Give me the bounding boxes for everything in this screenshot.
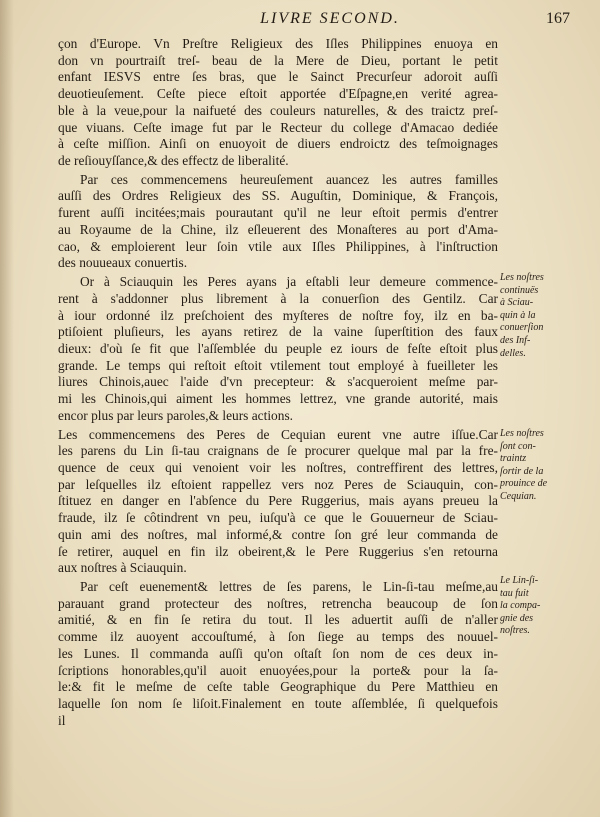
text-line: ſcriptions honorables,qu'il auoit enuoyées,pour la porte& pour la ſa- (58, 662, 498, 678)
margin-note-line: Les noſtres (500, 272, 544, 283)
text-line: au Royaume de la Chine, ilz eſleuerent des Monaſteres au port d'Ama- (58, 221, 498, 237)
text-line: Les commencemens des Peres de Cequian eurent vne autre iſſue.Car (58, 426, 498, 442)
text-line: furent auſſi incitées;mais pourautant qu'il ne leur eſtoit permis d'entrer (58, 205, 498, 221)
margin-note-line: quin à la (500, 309, 536, 321)
text-line: de reſiouyſſance,& des effectz de liberalité. (58, 153, 289, 169)
text-line: aux noſtres à Sciauquin. (58, 560, 187, 576)
text-line: quence de ceux qui venoient voir les noſtres, contreffirent des lettres, (58, 459, 498, 475)
text-line: fraude, ilz ſe côtindrent vn peu, iuſqu'à ce que le Gouuerneur de Sciau- (58, 510, 498, 526)
text-line: parauant grand protecteur des noſtres, retrencha beaucoup de ſon (58, 595, 498, 611)
text-line: ble à la veue,pour la naifueté des couleurs naturelles, & des traictz preſ- (58, 102, 498, 118)
margin-note-line: Les noſtres (500, 428, 544, 439)
text-line: quin ami des noſtres, mal informé,& contre ſon gré leur commanda de (58, 526, 498, 542)
text-line: enfant IESVS entre ſes bras, que le Sainct Precurſeur adoroit auſſi (58, 69, 498, 85)
text-line: liures Chinois,auec l'aide d'vn precepteur: & s'acqueroient meſme par- (58, 374, 498, 390)
margin-note-line: tau fuit (500, 587, 529, 599)
margin-note-line: delles. (500, 347, 526, 359)
margin-note (500, 272, 564, 360)
text-line: auſſi des Ordres Religieux des SS. Auguſtin, Dominique, & François, (58, 188, 498, 204)
page-gutter-shadow (0, 0, 14, 817)
text-line: les Lunes. Il commanda auſſi qu'on oſtaſt ſon nom de ces deux in- (58, 645, 498, 661)
text-line: çon d'Europe. Vn Preſtre Religieux des Iſles Philippines enuoya en (58, 36, 498, 51)
text-line: rent à s'addonner plus librement à la conuerſion des Gentilz. Car (58, 290, 498, 306)
text-line: ptiſoient pluſieurs, les ayans retirez de la vaine ſuperſtition des faux (58, 324, 498, 340)
text-line: des nouueaux conuertis. (58, 255, 188, 271)
margin-note-line: conuerſion (500, 322, 544, 334)
margin-note (500, 575, 564, 638)
page-number: 167 (546, 10, 570, 27)
text-line: ſtituez en danger en l'abſence du Pere Ruggerius, mais ayans preueu la (58, 493, 498, 509)
margin-note-line: des Inf- (500, 334, 531, 346)
margin-note-line: gnie des (500, 612, 534, 624)
text-line: amitié, & en fin ſe retira du tout. Il les aduertit auſſi de n'aller (58, 612, 498, 628)
text-line: cao, & emploierent leur ſoin vtile aux Iſles Philippines, à l'inſtruction (58, 238, 498, 254)
text-line: Par ces commencemens heureuſement auancez les autres familles (80, 171, 498, 187)
margin-note-line: prouince de (500, 478, 548, 490)
margin-note-line: ſortir de la (500, 465, 544, 477)
text-line: grande. Le temps qui reſtoit eſtoit vtilement tout employé à fueilleter les (58, 357, 498, 373)
text-line: ſe retirer, auquel en fin ilz obeirent,& le Pere Ruggerius s'en retourna (58, 543, 498, 559)
margin-note-line: noſtres. (500, 625, 530, 637)
margin-note-line: traintz (500, 453, 527, 465)
margin-note-line: à Sciau- (500, 297, 534, 309)
margin-note-line: ſont con- (500, 440, 536, 452)
text-line: laquelle ſon nom ſe liſoit.Finalement en toute aſſemblée, ſi quelquefois (58, 696, 498, 712)
text-line: dieux: d'où ſe fit que l'aſſemblée du peuple ez iours de feſte eſtoit plus (58, 340, 498, 356)
text-line: les parens du Lin ſi-tau craignans de ſe procurer quelque mal par la fre- (58, 443, 498, 459)
text-line: Or à Sciauquin les Peres ayans ja eſtabli leur demeure commence- (80, 274, 498, 290)
margin-note-line: la compa- (500, 600, 541, 612)
text-line: encor plus par leurs paroles,& leurs actions. (58, 407, 294, 423)
catchword: il (58, 712, 66, 728)
body-text (58, 36, 498, 729)
text-line: le:& fit le meſme de ceſte table Geographique du Pere Matthieu en (58, 679, 498, 695)
margin-note-line: continuës (500, 284, 539, 296)
text-line: à ceſte miſſion. Ainſi on enuoyoit de diuers endroictz des teſmoignages (58, 136, 498, 152)
text-line: à iour ordonné ilz preſchoient des myſteres de noſtre foy, ilz en ba- (58, 307, 498, 323)
text-line: mi les Chinois,qui aiment les hommes lettrez, vne grande autorité, mais (58, 391, 498, 407)
text-line: par leſquelles ilz eſtoient rappellez vers noz Peres de Sciauquin, con- (58, 476, 498, 492)
text-line: Par ceſt euenement& lettres de ſes parens, le Lin-ſi-tau meſme,au (80, 579, 498, 594)
running-head: LIVRE SECOND. (260, 10, 400, 27)
text-line: don vn pourtraiſt treſ- beau de la Mere de Dieu, portant le petit (58, 52, 498, 68)
text-line: comme ilz auoyent accouſtumé, à ſon ſiege au temps des nouuel- (58, 629, 498, 645)
text-line: deuotieuſement. Ceſte piece eſtoit apportée d'Eſpagne,en verité agrea- (58, 86, 498, 102)
margin-note (500, 428, 564, 504)
text-line: que viuans. Ceſte image fut par le Recteur du college d'Amacao dediée (58, 119, 498, 135)
page-header (0, 8, 600, 32)
margin-note-line: Le Lin-ſi- (500, 575, 539, 586)
margin-note-line: Cequian. (500, 490, 537, 502)
